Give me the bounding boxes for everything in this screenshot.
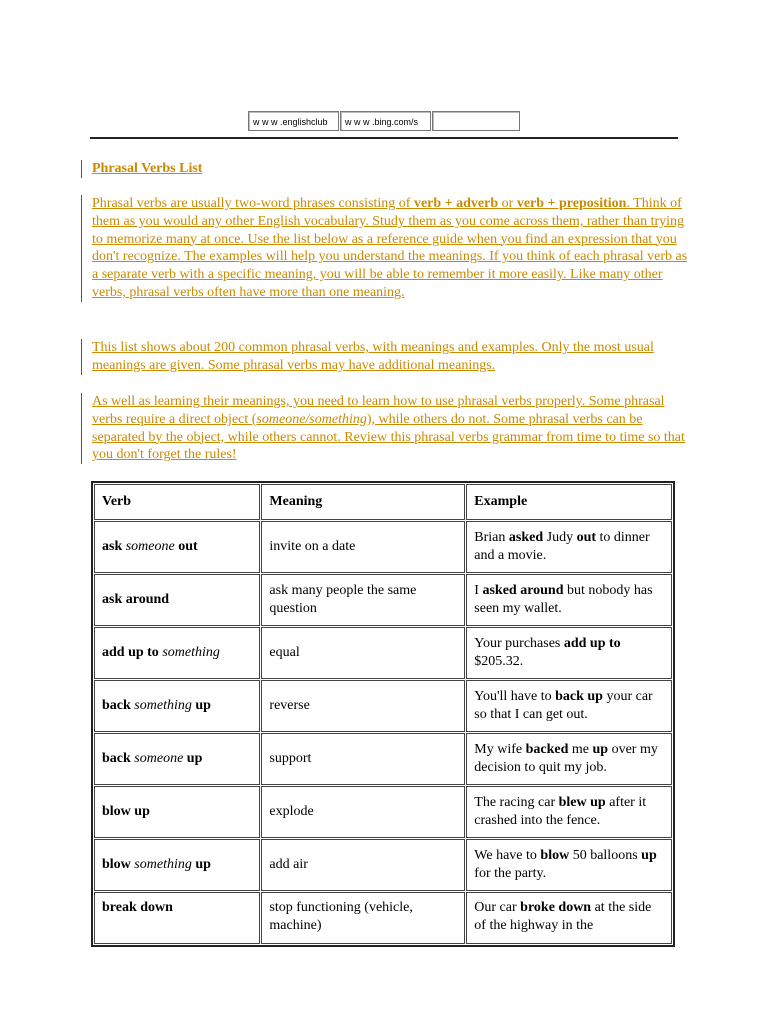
verb-particle: up	[191, 857, 211, 872]
intro-italic: someone/something	[256, 411, 367, 427]
header-meaning: Meaning	[261, 484, 465, 520]
example-emphasis: blew up	[558, 795, 606, 810]
example-cell	[466, 627, 672, 679]
example-text: over my decision to quit my job.	[474, 742, 658, 775]
verb-text: blow	[102, 857, 135, 872]
verb-object: someone	[125, 539, 175, 554]
example-text: to dinner and a movie.	[474, 530, 650, 563]
verb-text: back	[102, 698, 135, 713]
example-emphasis: backed	[525, 742, 569, 757]
verb-cell	[94, 627, 260, 679]
meaning-cell: equal	[261, 627, 465, 679]
verb-cell	[94, 521, 260, 573]
meaning-cell: stop functioning (vehicle, machine)	[261, 892, 465, 944]
example-text: We have to	[474, 848, 541, 863]
table-row	[94, 521, 672, 573]
verb-cell	[94, 680, 260, 732]
example-emphasis: up	[641, 848, 657, 863]
table-row	[94, 733, 672, 785]
example-text: after it crashed into the fence.	[474, 795, 647, 828]
table-row	[94, 627, 672, 679]
verb-object: something	[162, 645, 220, 660]
verb-cell	[94, 574, 260, 626]
example-emphasis: asked around	[482, 583, 564, 598]
table-row	[94, 892, 672, 944]
intro-paragraph-2-link[interactable]: This list shows about 200 common phrasal verbs, with meanings and examples. Only the most usual meanings are given. Some phrasal verbs may have additional meanings.	[92, 340, 654, 373]
verb-text: back	[102, 751, 135, 766]
example-emphasis: asked	[508, 530, 544, 545]
verb-object: someone	[134, 751, 184, 766]
example-text: Our car	[474, 900, 521, 915]
example-text: your car so that I can get out.	[474, 689, 653, 722]
table-row	[94, 574, 672, 626]
verb-text: ask around	[102, 592, 170, 607]
table-body	[94, 521, 672, 944]
example-cell	[466, 521, 672, 573]
verb-text: add up to	[102, 645, 163, 660]
intro-text: As well as learning their meanings, you need to learn how to use phrasal verbs properly. Some phrasal verbs require a direct object (	[92, 394, 665, 427]
verb-particle: up	[183, 751, 203, 766]
verb-cell	[94, 733, 260, 785]
example-cell	[466, 680, 672, 732]
intro-paragraph-3	[81, 393, 692, 464]
url-box-3[interactable]	[432, 111, 520, 131]
verb-particle: up	[191, 698, 211, 713]
example-text: me	[568, 742, 593, 757]
header-verb: Verb	[94, 484, 260, 520]
verb-object: something	[134, 698, 192, 713]
intro-text: or	[498, 196, 517, 211]
example-emphasis: broke down	[520, 900, 592, 915]
example-text: I	[474, 583, 483, 598]
meaning-cell: reverse	[261, 680, 465, 732]
example-cell	[466, 786, 672, 838]
example-cell	[466, 733, 672, 785]
example-emphasis: add up to	[563, 636, 621, 651]
example-text: The racing car	[474, 795, 559, 810]
example-text: Your purchases	[474, 636, 564, 651]
verb-cell	[94, 786, 260, 838]
verb-text: blow up	[102, 804, 150, 819]
title-block	[81, 160, 692, 178]
url-box-1[interactable]: w w w .englishclub	[248, 111, 339, 131]
example-cell	[466, 574, 672, 626]
example-text: 50 balloons	[569, 848, 642, 863]
example-text: You'll have to	[474, 689, 556, 704]
intro-text: Phrasal verbs are usually two-word phrases consisting of	[92, 196, 414, 211]
example-text: Judy	[543, 530, 577, 545]
table-row	[94, 786, 672, 838]
meaning-cell: add air	[261, 839, 465, 891]
header-example: Example	[466, 484, 672, 520]
page-title[interactable]: Phrasal Verbs List	[92, 161, 203, 176]
meaning-cell: ask many people the same question	[261, 574, 465, 626]
header-divider	[90, 137, 678, 139]
verb-particle: out	[174, 539, 198, 554]
table-row	[94, 839, 672, 891]
example-emphasis: back up	[555, 689, 603, 704]
example-text: but nobody has seen my wallet.	[474, 583, 653, 616]
intro-paragraph-3-link[interactable]	[92, 393, 692, 464]
intro-paragraph-2	[81, 339, 692, 375]
intro-text: . Think of them as you would any other English vocabulary. Study them as you come across them, rather than trying to memorize many at once. Use the list below as a reference guide when you find an expression that you don't recognize. The examples will help you understand the meanings. If you think of each phrasal verb as a separate verb with a specific meaning, you will be able to remember it more easily. Like many other verbs, phrasal verbs often have more than one meaning.	[92, 196, 688, 300]
example-text: $205.32.	[474, 654, 524, 669]
table-row	[94, 680, 672, 732]
intro-paragraph-1-link[interactable]	[92, 195, 692, 302]
intro-emphasis: verb + adverb	[413, 196, 499, 211]
example-text: for the party.	[474, 866, 547, 881]
example-emphasis: blow	[540, 848, 570, 863]
intro-paragraph-1	[81, 195, 692, 302]
meaning-cell: invite on a date	[261, 521, 465, 573]
url-bar	[248, 111, 521, 131]
intro-emphasis: verb + preposition	[516, 196, 627, 211]
phrasal-verbs-table	[91, 481, 675, 947]
table-header-row	[94, 484, 672, 520]
url-box-2[interactable]: w w w .bing.com/s	[340, 111, 431, 131]
intro-text: ), while others do not. Some phrasal verbs can be separated by the object, while others cannot. Review this phrasal verbs grammar from time to time so that you don't forget the rules!	[92, 411, 685, 463]
meaning-cell: support	[261, 733, 465, 785]
verb-text: break down	[102, 900, 173, 915]
example-emphasis: out	[576, 530, 597, 545]
example-cell	[466, 839, 672, 891]
verb-text: ask	[102, 539, 126, 554]
example-emphasis: up	[592, 742, 609, 757]
verb-cell	[94, 839, 260, 891]
verb-cell	[94, 892, 260, 944]
example-text: Brian	[474, 530, 509, 545]
example-text: at the side of the highway in the	[474, 900, 652, 933]
verb-object: something	[134, 857, 192, 872]
meaning-cell: explode	[261, 786, 465, 838]
example-text: My wife	[474, 742, 526, 757]
example-cell	[466, 892, 672, 944]
